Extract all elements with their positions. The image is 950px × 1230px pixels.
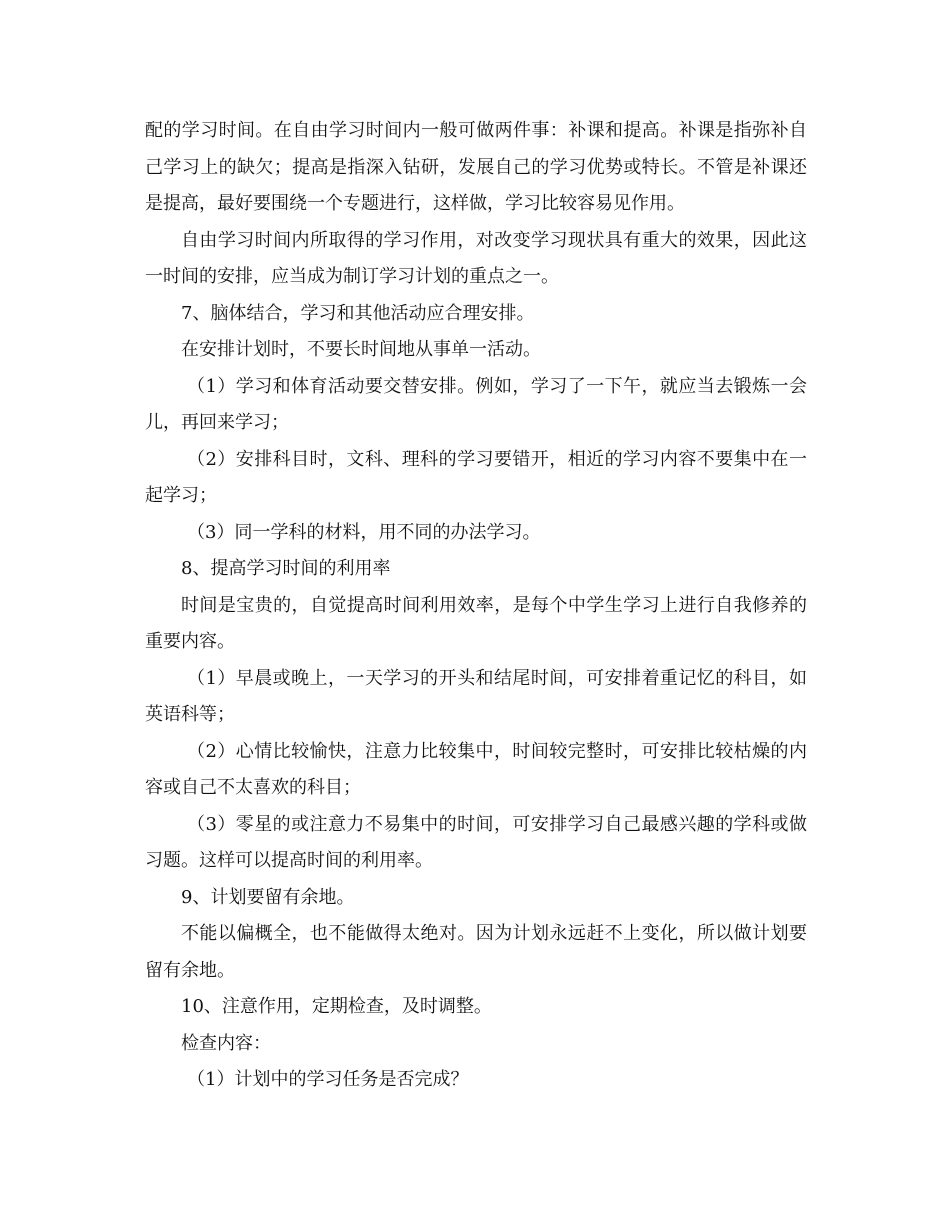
- heading-item-10: 10、注意作用，定期检查，及时调整。: [181, 996, 492, 1017]
- list-item-8-1: （1）早晨或晚上，一天学习的开头和结尾时间，可安排着重记忆的科目，如英语科等；: [145, 667, 807, 725]
- paragraph-check-content: 检查内容：: [181, 1032, 271, 1054]
- list-item-10-1: （1）计划中的学习任务是否完成？: [187, 1069, 469, 1090]
- list-item-7-2: （2）安排科目时，文科、理科的学习要错开，相近的学习内容不要集中在一起学习；: [145, 448, 807, 506]
- paragraph-continuation: 配的学习时间。在自由学习时间内一般可做两件事：补课和提高。补课是指弥补自己学习上的缺欠；提高是指深入钻研，发展自己的学习优势或特长。不管是补课还是提高，最好要围绕一个专题进行，这样做，学习比较容易见作用。: [145, 120, 807, 214]
- paragraph-arrangement: 在安排计划时，不要长时间地从事单一活动。: [181, 339, 541, 360]
- paragraph-leeway: 不能以偏概全，也不能做得太绝对。因为计划永远赶不上变化，所以做计划要留有余地。: [145, 923, 807, 981]
- paragraph-free-study-effect: 自由学习时间内所取得的学习作用，对改变学习现状具有重大的效果，因此这一时间的安排，应当成为制订学习计划的重点之一。: [145, 229, 807, 287]
- list-item-8-3: （3）零星的或注意力不易集中的时间，可安排学习自己最感兴趣的学科或做习题。这样可以提高时间的利用率。: [145, 813, 807, 871]
- body-text: [145, 113, 807, 1099]
- heading-item-9: 9、计划要留有余地。: [181, 886, 355, 908]
- paragraph-time-value: 时间是宝贵的，自觉提高时间利用效率，是每个中学生学习上进行自我修养的重要内容。: [145, 594, 807, 652]
- list-item-8-2: （2）心情比较愉快，注意力比较集中，时间较完整时，可安排比较枯燥的内容或自己不太喜欢的科目；: [145, 740, 807, 798]
- list-item-7-3: （3）同一学科的材料，用不同的办法学习。: [187, 521, 541, 543]
- list-item-7-1: （1）学习和体育活动要交替安排。例如，学习了一下午，就应当去锻炼一会儿，再回来学习；: [145, 375, 807, 433]
- heading-item-8: 8、提高学习时间的利用率: [181, 558, 391, 579]
- heading-item-7: 7、脑体结合，学习和其他活动应合理安排。: [181, 302, 535, 324]
